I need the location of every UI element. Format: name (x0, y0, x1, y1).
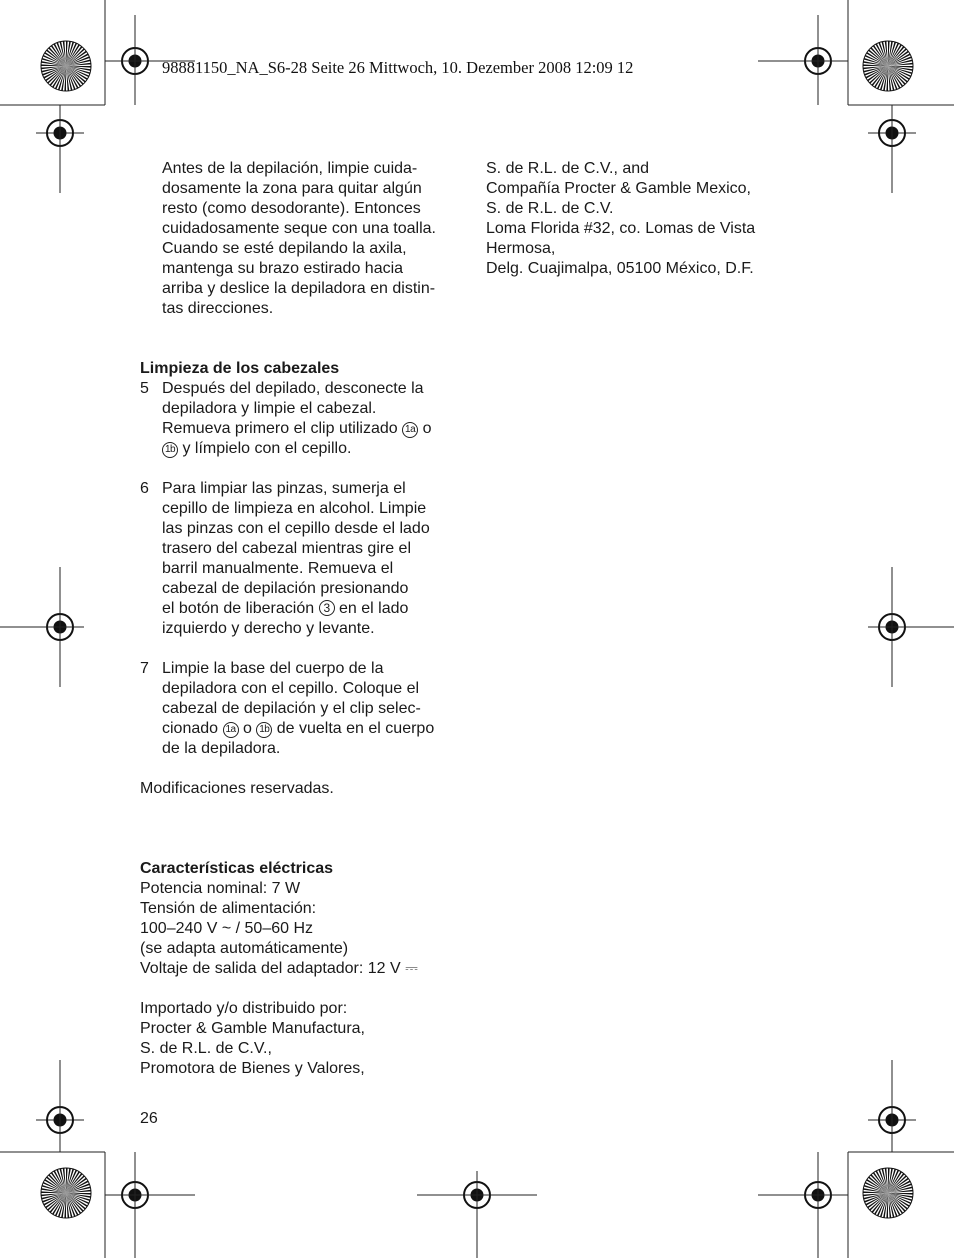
starburst-wedge (886, 1193, 888, 1218)
address-line: S. de R.L. de C.V. (486, 200, 614, 217)
electrical-line: Voltaje de salida del adaptador: 12 V ⎓ (140, 960, 418, 977)
intro-line: Antes de la depilación, limpie cuida- (162, 160, 418, 177)
step-line: de la depiladora. (162, 740, 281, 757)
step-line: izquierdo y derecho y levante. (162, 620, 375, 637)
starburst-wedge (888, 41, 890, 66)
address-line: S. de R.L. de C.V., and (486, 160, 650, 177)
electrical-line: Potencia nominal: 7 W (140, 880, 301, 897)
address-line: Hermosa, (486, 240, 556, 257)
step-line: cepillo de limpieza en alcohol. Limpie (162, 500, 427, 517)
step-line (162, 719, 470, 739)
step-text: y límpielo con el cepillo. (182, 440, 352, 457)
starburst-wedge (64, 1193, 66, 1218)
step-line: trasero del cabezal mientras gire el (162, 540, 412, 557)
electrical-line: 100–240 V ~ / 50–60 Hz (140, 920, 314, 937)
step-line: Para limpiar las pinzas, sumerja el (162, 480, 406, 497)
electrical-line: Tensión de alimentación: (140, 900, 317, 917)
intro-line: arriba y deslice la depiladora en distin- (162, 280, 436, 297)
step-number: 5 (140, 380, 149, 397)
starburst-wedge (863, 1191, 888, 1193)
step-line: cabezal de depilación presionando (162, 580, 409, 597)
reserved-notice: Modificaciones reservadas. (140, 780, 334, 797)
step-line: depiladora con el cepillo. Coloque el (162, 680, 420, 697)
intro-line: tas direcciones. (162, 300, 274, 317)
intro-line: Cuando se esté depilando la axila, (162, 240, 407, 257)
step-text: de vuelta en el cuerpo (276, 720, 435, 737)
step-5 (140, 379, 470, 459)
step-number: 6 (140, 480, 149, 497)
step-line (162, 439, 470, 459)
address-line: Delg. Cuajimalpa, 05100 México, D.F. (486, 260, 754, 277)
step-line: cabezal de depilación y el clip selec- (162, 700, 421, 717)
importer-line: Importado y/o distribuido por: (140, 1000, 348, 1017)
electrical-heading: Características eléctricas (140, 860, 334, 877)
electrical-line: (se adapta automáticamente) (140, 940, 349, 957)
starburst-wedge (888, 1193, 913, 1195)
step-line: depiladora y limpie el cabezal. (162, 400, 377, 417)
electrical-section (140, 859, 470, 979)
starburst-wedge (64, 66, 66, 91)
intro-paragraph (140, 159, 470, 319)
reference-1b-badge: 1b (256, 722, 272, 738)
starburst-wedge (888, 1168, 890, 1193)
step-text: o (242, 720, 252, 737)
starburst-wedge (863, 64, 888, 66)
starburst-wedge (41, 1191, 66, 1193)
step-text: Remueva primero el clip utilizado (162, 420, 398, 437)
importer-line: Procter & Gamble Manufactura, (140, 1020, 365, 1037)
step-line: las pinzas con el cepillo desde el lado (162, 520, 430, 537)
starburst-wedge (66, 41, 68, 66)
intro-line: mantenga su brazo estirado hacia (162, 260, 404, 277)
starburst-wedge (888, 66, 913, 68)
starburst-wedge (66, 1193, 91, 1195)
starburst-wedge (66, 1168, 68, 1193)
step-7 (140, 659, 470, 759)
address-line: Loma Florida #32, co. Lomas de Vista (486, 220, 756, 237)
step-line: Limpie la base del cuerpo de la (162, 660, 384, 677)
print-header: 98881150_NA_S6-28 Seite 26 Mittwoch, 10. Dezember 2008 12:09 12 (162, 58, 634, 77)
step-number: 7 (140, 660, 149, 677)
step-line (162, 599, 470, 619)
importer-line: S. de R.L. de C.V., (140, 1040, 272, 1057)
reference-1b-badge: 1b (162, 442, 178, 458)
step-line (162, 419, 470, 439)
step-6 (140, 479, 470, 639)
step-text: el botón de liberación (162, 600, 315, 617)
step-text: o (422, 420, 432, 437)
reference-3-badge: 3 (319, 600, 335, 616)
step-text: cionado (162, 720, 219, 737)
step-line: barril manualmente. Remueva el (162, 560, 394, 577)
intro-line: cuidadosamente seque con una toalla. (162, 220, 436, 237)
step-line: Después del depilado, desconecte la (162, 380, 424, 397)
address-line: Compañía Procter & Gamble Mexico, (486, 180, 751, 197)
right-column (486, 159, 806, 279)
intro-line: resto (como desodorante). Entonces (162, 200, 421, 217)
starburst-wedge (66, 66, 91, 68)
reference-1a-badge: 1a (223, 722, 239, 738)
step-text: en el lado (339, 600, 409, 617)
intro-line: dosamente la zona para quitar algún (162, 180, 422, 197)
cleaning-heading: Limpieza de los cabezales (140, 360, 340, 377)
importer-line: Promotora de Bienes y Valores, (140, 1060, 365, 1077)
starburst-wedge (41, 64, 66, 66)
starburst-wedge (886, 66, 888, 91)
left-column (140, 159, 470, 1079)
page-number: 26 (140, 1110, 158, 1127)
importer-section (140, 999, 470, 1079)
reference-1a-badge: 1a (402, 422, 418, 438)
